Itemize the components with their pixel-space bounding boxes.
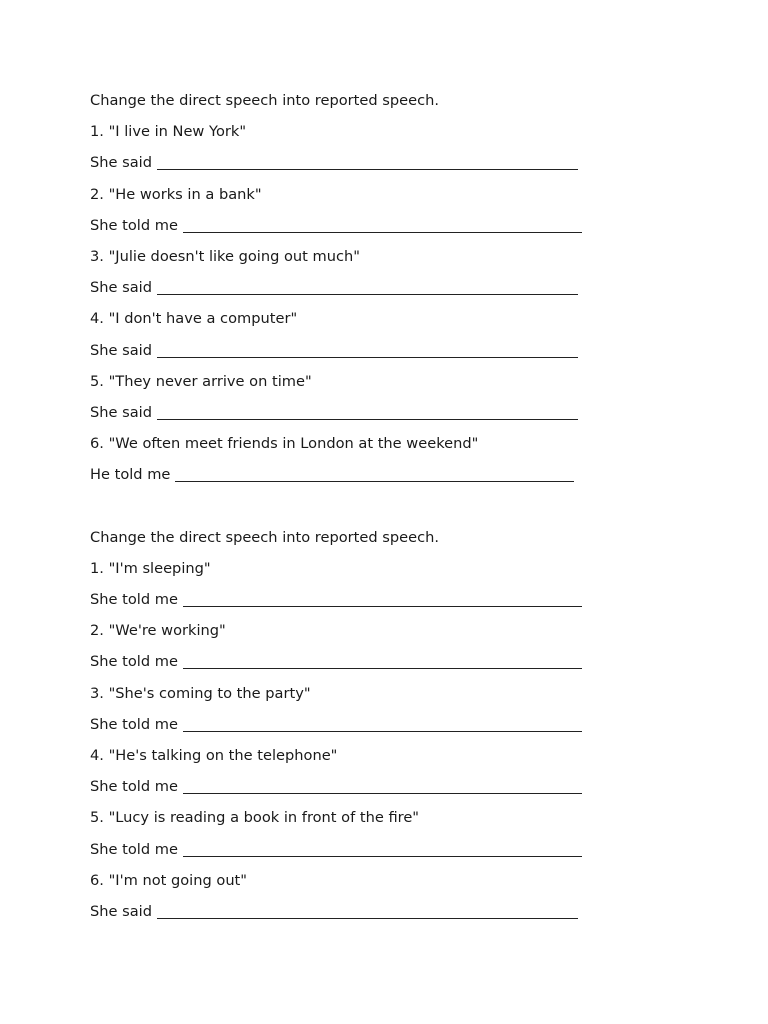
answer-blank[interactable] bbox=[175, 462, 574, 482]
section-1-answer-3 bbox=[90, 275, 690, 306]
answer-blank[interactable] bbox=[157, 275, 578, 295]
answer-blank[interactable] bbox=[157, 400, 578, 420]
worksheet bbox=[90, 88, 690, 930]
answer-blank[interactable] bbox=[183, 837, 582, 857]
answer-blank[interactable] bbox=[157, 150, 578, 170]
section-1-quote-5: 5. "They never arrive on time" bbox=[90, 372, 312, 390]
answer-prefix: She told me bbox=[90, 216, 178, 234]
answer-blank[interactable] bbox=[183, 712, 582, 732]
section-2-answer-2 bbox=[90, 649, 690, 680]
answer-prefix: He told me bbox=[90, 466, 171, 484]
section-2-answer-5 bbox=[90, 837, 690, 868]
answer-blank[interactable] bbox=[183, 213, 582, 233]
section-2-answer-4 bbox=[90, 774, 690, 805]
answer-blank[interactable] bbox=[183, 774, 582, 794]
answer-prefix: She told me bbox=[90, 715, 178, 733]
answer-prefix: She told me bbox=[90, 778, 178, 796]
answer-prefix: She told me bbox=[90, 653, 178, 671]
section-1-instruction: Change the direct speech into reported speech. bbox=[90, 92, 439, 109]
section-1-quote-6: 6. "We often meet friends in London at the weekend" bbox=[90, 435, 479, 453]
section-2-instruction: Change the direct speech into reported speech. bbox=[90, 528, 439, 546]
answer-blank[interactable] bbox=[157, 338, 578, 358]
section-1-answer-5 bbox=[90, 400, 690, 431]
section-1-quote-1: 1. "I live in New York" bbox=[90, 123, 247, 141]
answer-prefix: She said bbox=[90, 341, 152, 359]
answer-prefix: She told me bbox=[90, 591, 178, 608]
answer-prefix: She told me bbox=[90, 840, 178, 858]
section-2-quote-2: 2. "We're working" bbox=[90, 622, 226, 640]
answer-prefix: She said bbox=[90, 902, 152, 920]
section-2-quote-5: 5. "Lucy is reading a book in front of the fire" bbox=[90, 809, 420, 827]
answer-blank[interactable] bbox=[157, 899, 578, 919]
answer-prefix: She said bbox=[90, 154, 152, 172]
section-gap bbox=[90, 493, 690, 524]
section-2-quote-4: 4. "He's talking on the telephone" bbox=[90, 746, 338, 764]
answer-prefix: She said bbox=[90, 403, 152, 421]
section-2-quote-6: 6. "I'm not going out" bbox=[90, 871, 247, 889]
section-2-quote-3: 3. "She's coming to the party" bbox=[90, 684, 311, 702]
section-1-answer-1 bbox=[90, 150, 690, 181]
section-1-answer-6 bbox=[90, 462, 690, 493]
section-1-quote-4: 4. "I don't have a computer" bbox=[90, 310, 298, 328]
section-2-answer-6 bbox=[90, 899, 690, 930]
section-1-quote-2: 2. "He works in a bank" bbox=[90, 185, 262, 203]
section-2-answer-3 bbox=[90, 712, 690, 743]
answer-blank[interactable] bbox=[183, 587, 582, 607]
answer-prefix: She said bbox=[90, 279, 152, 297]
section-1-answer-4 bbox=[90, 338, 690, 369]
answer-blank[interactable] bbox=[183, 649, 582, 669]
section-1-answer-2 bbox=[90, 213, 690, 244]
section-2-answer-1 bbox=[90, 587, 690, 618]
section-1-quote-3: 3. "Julie doesn't like going out much" bbox=[90, 247, 360, 265]
section-2-quote-1: 1. "I'm sleeping" bbox=[90, 559, 211, 577]
